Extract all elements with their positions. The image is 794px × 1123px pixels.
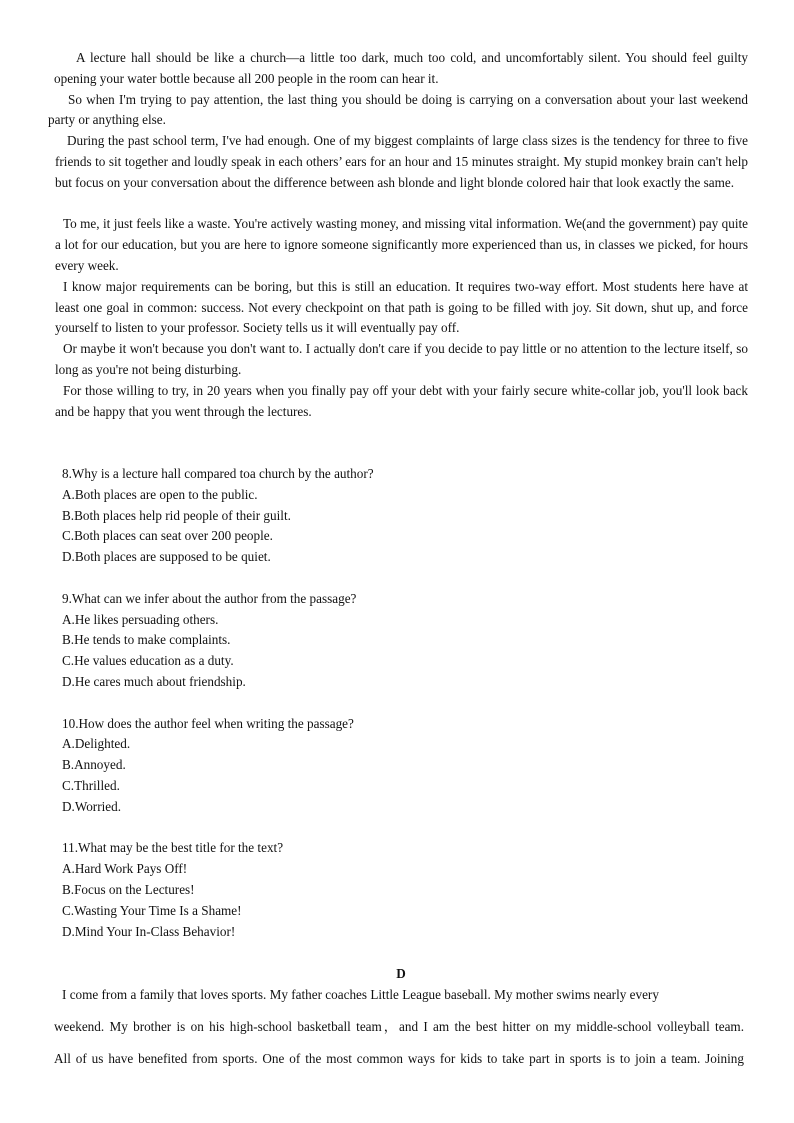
- option-c: C.Thrilled.: [62, 777, 120, 793]
- option-b: B.Annoyed.: [62, 757, 126, 773]
- option-a: A.Both places are open to the public.: [62, 486, 258, 502]
- option-b: B.He tends to make complaints.: [62, 632, 231, 648]
- question-9: [62, 589, 752, 693]
- passage-paragraph: Or maybe it won't because you don't want to. I actually don't care if you decide to pay little or no attention to the lecture itself, so long as you're not being disturbing.: [55, 341, 748, 377]
- option-d: D.Mind Your In-Class Behavior!: [62, 923, 236, 939]
- passage-line: All of us have benefited from sports. One of the most common ways for kids to take part in sports is to join a team. Joining: [54, 1051, 744, 1066]
- option-d: D.Worried.: [62, 798, 121, 814]
- passage-d: [54, 964, 744, 1069]
- option-d: D.Both places are supposed to be quiet.: [62, 549, 271, 565]
- option-a: A.He likes persuading others.: [62, 611, 219, 627]
- passage-paragraph: A lecture hall should be like a church—a little too dark, much too cold, and uncomfortably silent. You should feel guilty opening your water bottle because all 200 people in the room can hear it.: [54, 50, 748, 86]
- option-b: B.Focus on the Lectures!: [62, 881, 195, 897]
- question-stem: 10.How does the author feel when writing the passage?: [62, 715, 354, 731]
- option-c: C.He values education as a duty.: [62, 653, 234, 669]
- question-list: [62, 464, 752, 963]
- option-c: C.Both places can seat over 200 people.: [62, 528, 273, 544]
- question-11: [62, 838, 752, 942]
- passage-paragraph: For those willing to try, in 20 years when you finally pay off your debt with your fairly secure white-collar job, you'll look back and be happy that you went through the lectures.: [55, 382, 748, 419]
- passage-line: weekend. My brother is on his high-school basketball team，and I am the best hitter on my middle-school volleyball team.: [54, 1019, 744, 1034]
- passage-paragraph: I know major requirements can be boring, but this is still an education. It requires two-way effort. Most students here have at least one goal in common: success. Not every checkpoint on that path is going to be filled with joy. Sit down, shut up, and force yourself to listen to your professor. Society tells us it will eventually pay off.: [55, 278, 748, 336]
- question-stem: 9.What can we infer about the author from the passage?: [62, 590, 357, 606]
- question-stem: 8.Why is a lecture hall compared toa church by the author?: [62, 466, 374, 481]
- option-a: A.Delighted.: [62, 736, 131, 752]
- passage-paragraph: So when I'm trying to pay attention, the last thing you should be doing is carrying on a conversation about your last weekend party or anything else.: [48, 91, 748, 128]
- option-d: D.He cares much about friendship.: [62, 673, 246, 689]
- option-b: B.Both places help rid people of their guilt.: [62, 507, 291, 523]
- question-stem: 11.What may be the best title for the text?: [62, 840, 284, 856]
- section-heading: D: [396, 966, 406, 981]
- passage-c: [48, 48, 748, 422]
- option-c: C.Wasting Your Time Is a Shame!: [62, 902, 242, 918]
- passage-paragraph: To me, it just feels like a waste. You're actively wasting money, and missing vital information. We(and the government) pay quite a lot for our education, but you are here to ignore someone significantly more experienced than us, in classes we picked, for hours every week.: [55, 216, 748, 273]
- passage-line: I come from a family that loves sports. My father coaches Little League baseball. My mother swims nearly every: [62, 987, 659, 1002]
- question-10: [62, 714, 752, 818]
- passage-paragraph: During the past school term, I've had enough. One of my biggest complaints of large class sizes is the tendency for three to five friends to sit together and loudly speak in each others’ ears for an hour and 15 minutes straight. My stupid monkey brain can't help but focus on your conversation about the difference between ash blonde and light blonde colored hair that look exactly the same.: [55, 133, 748, 190]
- option-a: A.Hard Work Pays Off!: [62, 861, 188, 877]
- question-8: [62, 464, 752, 568]
